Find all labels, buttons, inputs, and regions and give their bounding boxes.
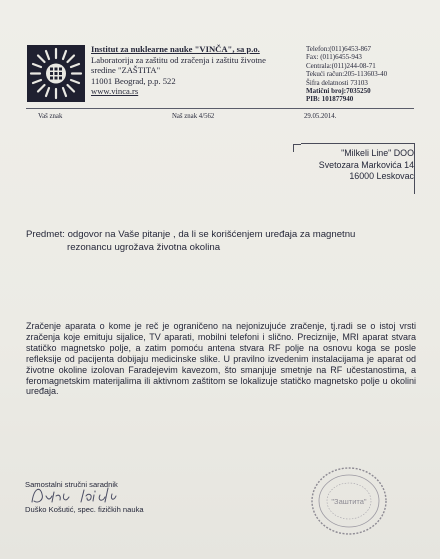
phone: Telefon:(011)6453-867 (306, 45, 371, 53)
letter-body: Zračenje aparata o kome je reč je ograničeno na nejonizujuće zračenje, tj.radi se o istoj vrsti zračenja koje emituju sijalice, TV aparati, mobilni telefoni i slično. Preciznije, MRI aparat stvara statičko magnetsko polje, a zatim pomoću antena stvara RF polje na osnovu koga se posle refleksije od pacijenta dobijaju medicinske slike. U pravilno izvedenim instalacijama je aparat od životne okoline izolovan Faradejevim kavezom, što smanjuje smetnje na RF učestanostima, a feromagnetskim materijalima ili aktivnom zaštitom se lokalizuje statičko magnetsko polje u okolini uređaja. (26, 321, 416, 397)
laboratory-line-2: sredine "ZAŠTITA" (91, 65, 161, 76)
recipient-street: Svetozara Markovića 14 (318, 159, 414, 170)
your-reference: Vaš znak (38, 113, 63, 120)
institute-name: Institut za nuklearne nauke "VINČA", sa p.o. (91, 44, 260, 54)
subject-text-2: rezonancu ugrožava životna okolina (67, 241, 221, 253)
institute-header (91, 44, 301, 97)
recipient-city: 16000 Leskovac (349, 171, 414, 181)
signatory-title: Samostalni stručni saradnik (25, 480, 118, 489)
subject-line (26, 229, 416, 254)
website-link[interactable]: www.vinca.rs (91, 86, 139, 97)
recipient-company: "Milkeli Line" DOO (341, 148, 414, 158)
fax: Fax: (011)6455-943 (306, 53, 362, 62)
recipient-address (318, 148, 414, 183)
institute-stamp-icon (309, 465, 389, 537)
header-divider (26, 108, 414, 109)
contact-block (306, 45, 436, 104)
letter-date: 29.05.2014. (304, 113, 337, 120)
bracket-corner-icon (293, 144, 301, 152)
svg-text:"Заштита": "Заштита" (331, 497, 367, 506)
activity-code: Šifra delatnosti 73103 (306, 78, 368, 87)
central-phone: Centrala:(011)244-08-71 (306, 61, 376, 70)
bank-account: Tekući račun:205-113603-40 (306, 70, 388, 79)
registration-number: Matični broj:7035250 (306, 87, 371, 96)
vinca-sun-logo-icon (27, 45, 85, 102)
postal-address: 11001 Beograd, p.p. 522 (91, 75, 176, 86)
subject-text-1: Predmet: odgovor na Vaše pitanje , da li se korišćenjem uređaja za magnetnu (26, 229, 356, 240)
signatory-name: Duško Košutić, spec. fizičkih nauka (25, 505, 144, 514)
our-reference: Naš znak 4/562 (172, 113, 215, 120)
tax-id: PIB: 101877940 (306, 95, 354, 104)
laboratory-line: Laboratorija za zaštitu od zračenja i zaštitu životne (91, 54, 266, 65)
